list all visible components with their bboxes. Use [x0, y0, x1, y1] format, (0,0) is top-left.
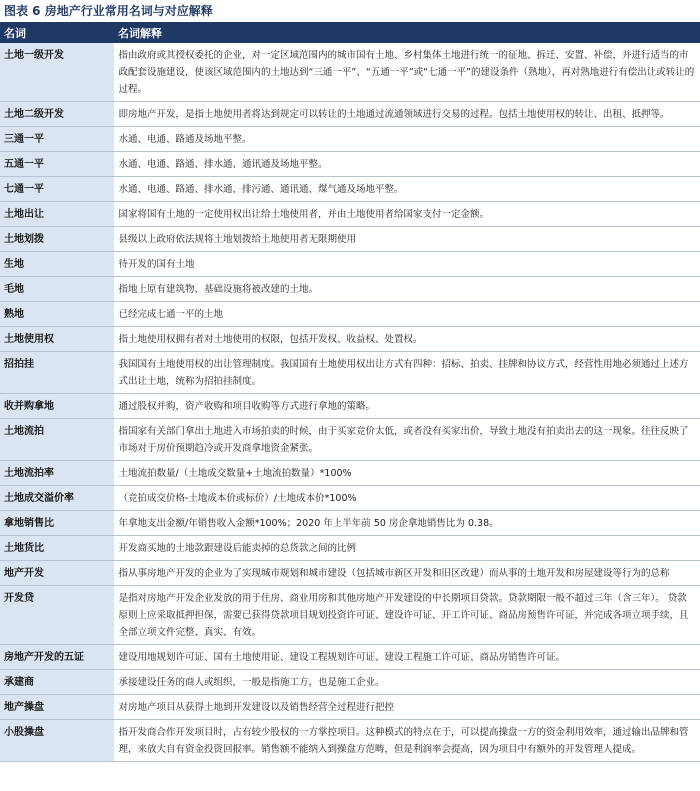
- definition-cell: 对房地产项目从获得土地到开发建设以及销售经营全过程进行把控: [114, 695, 700, 720]
- term-cell: 五通一平: [0, 152, 114, 177]
- term-cell: 土地货比: [0, 536, 114, 561]
- definition-cell: 待开发的国有土地: [114, 252, 700, 277]
- term-cell: 承建商: [0, 670, 114, 695]
- header-term: 名词: [0, 24, 114, 43]
- table-row: [0, 127, 700, 152]
- header-definition: 名词解释: [114, 24, 700, 43]
- definition-cell: 水通、电通、路通及场地平整。: [114, 127, 700, 152]
- term-cell: 土地一级开发: [0, 43, 114, 102]
- definition-cell: 指由政府或其授权委托的企业，对一定区域范围内的城市国有土地、乡村集体土地进行统一的征地、拆迁、安置、补偿，并进行适当的市政配套设施建设，使该区域范围内的土地达到“三通一平”、“五通一平”或“七通一平”的建设条件（熟地），再对熟地进行有偿出让或转让的过程。: [114, 43, 700, 102]
- term-cell: 拿地销售比: [0, 511, 114, 536]
- term-cell: 三通一平: [0, 127, 114, 152]
- table-row: [0, 227, 700, 252]
- term-cell: 七通一平: [0, 177, 114, 202]
- table-row: [0, 43, 700, 102]
- term-cell: 生地: [0, 252, 114, 277]
- table-row: [0, 252, 700, 277]
- table-row: [0, 419, 700, 461]
- definition-cell: 指开发商合作开发项目时，占有较少股权的一方掌控项目。这种模式的特点在于，可以提高操盘一方的资金利用效率，通过输出品牌和管理，来放大自有资金投资回报率。销售额不能纳入到操盘方范畴，但是利润率会提高，因为项目中有额外的开发管理人提成。: [114, 720, 700, 762]
- table-header: [0, 24, 700, 43]
- table-row: [0, 177, 700, 202]
- definition-cell: 承接建设任务的商人或组织，一般是指施工方，也是施工企业。: [114, 670, 700, 695]
- definition-cell: 水通、电通、路通、排水通、排污通、通讯通、煤气通及场地平整。: [114, 177, 700, 202]
- table-row: [0, 394, 700, 419]
- table-row: [0, 102, 700, 127]
- table-row: [0, 461, 700, 486]
- term-cell: 土地划拨: [0, 227, 114, 252]
- term-cell: 土地出让: [0, 202, 114, 227]
- table-row: [0, 302, 700, 327]
- term-cell: 地产开发: [0, 561, 114, 586]
- definition-cell: 指从事房地产开发的企业为了实现城市规划和城市建设（包括城市新区开发和旧区改建）而从事的土地开发和房屋建设等行为的总称: [114, 561, 700, 586]
- header-row: [0, 24, 700, 43]
- definition-cell: 我国国有土地使用权的出让管理制度。我国国有土地使用权出让方式有四种：招标、拍卖、挂牌和协议方式，经营性用地必须通过上述方式出让土地，统称为招拍挂制度。: [114, 352, 700, 394]
- table-caption: 图表 6 房地产行业常用名词与对应解释: [0, 0, 700, 24]
- table-row: [0, 152, 700, 177]
- term-cell: 房地产开发的五证: [0, 645, 114, 670]
- glossary-table: [0, 24, 700, 762]
- definition-cell: （竞拍成交价格-土地成本价或标价）/土地成本价*100%: [114, 486, 700, 511]
- definition-cell: 即房地产开发，是指土地使用者将达到规定可以转让的土地通过流通领域进行交易的过程。包括土地使用权的转让、出租、抵押等。: [114, 102, 700, 127]
- table-row: [0, 277, 700, 302]
- table-row: [0, 511, 700, 536]
- definition-cell: 县级以上政府依法规将土地划拨给土地使用者无限期使用: [114, 227, 700, 252]
- term-cell: 土地成交溢价率: [0, 486, 114, 511]
- table-row: [0, 486, 700, 511]
- table-row: [0, 670, 700, 695]
- table-body: [0, 43, 700, 762]
- term-cell: 开发贷: [0, 586, 114, 645]
- table-row: [0, 720, 700, 762]
- definition-cell: 土地流拍数量/（土地成交数量+土地流拍数量）*100%: [114, 461, 700, 486]
- definition-cell: 国家将国有土地的一定使用权出让给土地使用者，并由土地使用者给国家支付一定金额。: [114, 202, 700, 227]
- table-row: [0, 536, 700, 561]
- definition-cell: 通过股权并购，资产收购和项目收购等方式进行拿地的策略。: [114, 394, 700, 419]
- term-cell: 土地使用权: [0, 327, 114, 352]
- term-cell: 招拍挂: [0, 352, 114, 394]
- table-row: [0, 327, 700, 352]
- definition-cell: 是指对房地产开发企业发放的用于住房、商业用房和其他房地产开发建设的中长期项目贷款。贷款期限一般不超过三年（含三年）。 贷款原则上应采取抵押担保，需要已获得贷款项目规划投资许可证、建设许可证、开工许可证、商品房预售许可证，并完成各项立项手续，且全部立项文件完整、真实、有效。: [114, 586, 700, 645]
- table-row: [0, 561, 700, 586]
- term-cell: 小股操盘: [0, 720, 114, 762]
- definition-cell: 水通、电通、路通、排水通、通讯通及场地平整。: [114, 152, 700, 177]
- definition-cell: 指地上原有建筑物、基础设施将被改建的土地。: [114, 277, 700, 302]
- term-cell: 毛地: [0, 277, 114, 302]
- term-cell: 地产操盘: [0, 695, 114, 720]
- table-row: [0, 586, 700, 645]
- definition-cell: 年拿地支出金额/年销售收入金额*100%；2020 年上半年前 50 房企拿地销售比为 0.38。: [114, 511, 700, 536]
- table-row: [0, 202, 700, 227]
- term-cell: 土地二级开发: [0, 102, 114, 127]
- definition-cell: 开发商买地的土地款跟建设后能卖掉的总货款之间的比例: [114, 536, 700, 561]
- definition-cell: 已经完成七通一平的土地: [114, 302, 700, 327]
- term-cell: 土地流拍: [0, 419, 114, 461]
- term-cell: 熟地: [0, 302, 114, 327]
- table-row: [0, 645, 700, 670]
- term-cell: 土地流拍率: [0, 461, 114, 486]
- definition-cell: 指土地使用权拥有者对土地使用的权限，包括开发权、收益权、处置权。: [114, 327, 700, 352]
- term-cell: 收并购拿地: [0, 394, 114, 419]
- table-row: [0, 352, 700, 394]
- definition-cell: 指国家有关部门拿出土地进入市场拍卖的时候，由于买家竞价太低，或者没有买家出价，导致土地没有拍卖出去的这一现象。往往反映了市场对于房价预期趋冷或开发商拿地资金紧张。: [114, 419, 700, 461]
- definition-cell: 建设用地规划许可证、国有土地使用证、建设工程规划许可证、建设工程施工许可证、商品房销售许可证。: [114, 645, 700, 670]
- table-row: [0, 695, 700, 720]
